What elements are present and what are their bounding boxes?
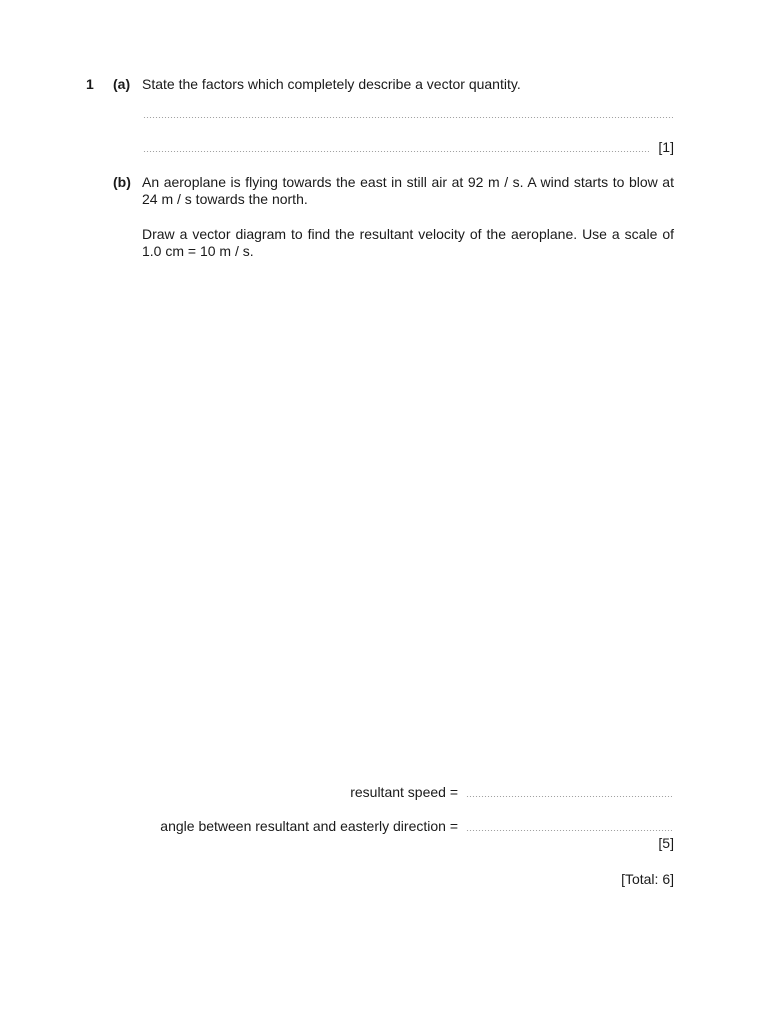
resultant-speed-label: resultant speed = — [350, 784, 458, 800]
part-a-text: State the factors which completely describe a vector quantity. — [142, 76, 521, 92]
answer-line-a1[interactable] — [143, 117, 673, 118]
part-b-text-2: Draw a vector diagram to find the resultant velocity of the aeroplane. Use a scale of 1.0 cm = 10 m / s. — [142, 226, 674, 259]
part-b-text-1: An aeroplane is flying towards the east in still air at 92 m / s. A wind starts to blow at 24 m / s towards the north. — [142, 174, 674, 207]
angle-label: angle between resultant and easterly direction = — [160, 818, 458, 834]
vector-diagram-area[interactable] — [142, 270, 674, 770]
angle-answer-line[interactable] — [466, 830, 672, 831]
part-b-marks: [5] — [658, 835, 674, 851]
total-marks: [Total: 6] — [621, 871, 674, 887]
resultant-speed-answer-line[interactable] — [466, 796, 672, 797]
part-a-label: (a) — [113, 76, 131, 92]
part-a-marks: [1] — [658, 139, 674, 155]
answer-line-a2[interactable] — [143, 151, 649, 152]
part-b-label: (b) — [113, 174, 131, 190]
question-number: 1 — [86, 76, 94, 92]
